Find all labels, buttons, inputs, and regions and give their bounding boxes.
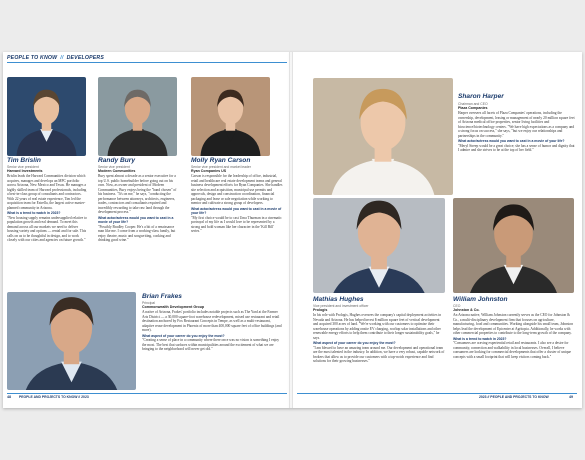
profile-title: Senior vice president bbox=[98, 165, 130, 169]
qa-question: What is a trend to watch in 2023? bbox=[453, 336, 507, 341]
portrait-photo bbox=[313, 198, 445, 293]
profile-company: Harvard Investments bbox=[7, 169, 43, 173]
portrait-photo bbox=[7, 77, 86, 156]
profile-title: Vice president and investment officer bbox=[313, 304, 369, 308]
portrait-photo bbox=[7, 292, 136, 390]
page-number: 49 bbox=[569, 395, 573, 399]
bio-paragraph: In his role with Prologis, Hughes oversees the company's capital deployment activities in Nevada and Arizona. He has helped invest $ million square feet of vertical development and acquired 300 acres of land. "We're working with our customers to optimize their warehouse operations by adding onsite EV charging, rooftop solar installations and other renewable energy efforts to help them contribute to their longer sustainability goals," he says. bbox=[313, 313, 442, 340]
qa-answer: "Creating a sense of place in a community where there once was no vision is something I enjoy the most. The best that surfaces within municipalities around the excitement of what we are bringing to the neighborhood will never get old." bbox=[142, 338, 280, 351]
profile-title: Principal bbox=[142, 301, 156, 305]
profile-bio bbox=[98, 174, 181, 284]
profile-title: Senior vice president and market leader bbox=[191, 165, 251, 169]
qa-question: What actor/actress would you want to cast in a movie of your life? bbox=[458, 139, 565, 143]
footer-text: 2023 // PEOPLE AND PROJECTS TO KNOW bbox=[479, 395, 549, 399]
profile-company: Ryan Companies US bbox=[191, 169, 227, 173]
section-separator: // bbox=[60, 55, 64, 61]
profile-company: Prologis bbox=[313, 308, 328, 312]
footer-text: PEOPLE AND PROJECTS TO KNOW // 2023 bbox=[19, 395, 89, 399]
qa-answer: "I am blessed to have an amazing team around me. Our development and operational team are the most talented in the industry. In addition, we have a very robust, capable network of brokers that allow us to provide our customers with a top-notch experience and find solutions for their growing businesses." bbox=[313, 345, 445, 363]
bio-paragraph: Brislin leads the Harvard Communities division which acquires, manages and develops an MPC portfolio across Arizona, New Mexico and Texas. He manages a highly skilled team of Harvard professionals, including a best-in-class group of consultants and contractors. With 22 years of real estate experience, Tim led the acquisition team for Estrella, the largest active master-planned community in Arizona. bbox=[7, 174, 87, 210]
header-rule bbox=[7, 62, 287, 63]
profile-company: Commonwealth Development Group bbox=[142, 305, 205, 309]
portrait-photo bbox=[191, 77, 270, 156]
portrait-photo bbox=[98, 77, 177, 156]
profile-name: William Johnston bbox=[453, 296, 508, 303]
subsection-label: DEVELOPERS bbox=[66, 55, 105, 61]
profile-bio bbox=[7, 174, 87, 284]
profile-bio bbox=[191, 174, 283, 284]
qa-answer: "Meryl Streep would be a great choice; she has a sense of humor and dignity that I admire and she strives to be at the top of her field." bbox=[458, 143, 575, 152]
bio-paragraph: Bury spent almost a decade as a senior executive for a top U.S. public homebuilder before going out on his own. Now, as owner and president of Modeen Communities, Bury enjoys being the "hand chosen" of his business. "It's on me," he says, "conducting the performance between attorneys, architects, engineers, trades, contractors and consultants required and incredibly rewarding to take raw land through the development process." bbox=[98, 174, 177, 214]
bio-paragraph: An Arizona native, William Johnston currently serves as the CEO for Johnston & Co., a multi-disciplinary development firm that focuses on agriculture, manufacturing, food and communities. Working alongside his small team, Johnston helps lead the development of Epicenter at Agritopia. Additionally, he works with other commercial properties to contribute to the long-term growth of the company. bbox=[453, 313, 574, 335]
profile-bio bbox=[313, 313, 445, 391]
qa-answer: "My first choice would be to cast Uma Thurman in a cinematic portrayal of my life as I would love to be represented by a strong and bold woman like her character in the 'Kill Bill' series." bbox=[191, 215, 282, 233]
profile-title: Senior vice president bbox=[7, 165, 39, 169]
profile-bio bbox=[142, 310, 282, 390]
qa-question: What is a trend to watch in 2023? bbox=[7, 211, 61, 215]
right-page bbox=[291, 52, 582, 408]
profile-name: Brian Frakes bbox=[142, 293, 182, 300]
bio-paragraph: Harper oversees all facets of Plaza Companies' operations, including the ownership, development, leasing or management of nearly 20 million square feet of Arizona medical office properties, senior living facilities and bioscience/biotechnology centers. "We have high expectations as a company and a strong focus on success," she says, "but we enjoy our relationships and partnerships in the community." bbox=[458, 111, 575, 138]
portrait-photo bbox=[313, 78, 453, 195]
profile-title: Chairman and CEO bbox=[458, 102, 488, 106]
profile-title: CEO bbox=[453, 304, 461, 308]
qa-question: What aspect of your career do you enjoy the most? bbox=[313, 341, 396, 345]
profile-company: Plaza Companies bbox=[458, 106, 488, 110]
profile-company: Modeen Communities bbox=[98, 169, 136, 173]
profile-name: Molly Ryan Carson bbox=[191, 157, 251, 164]
profile-name: Tim Brislin bbox=[7, 157, 41, 164]
qa-question: What aspect of your career do you enjoy the most? bbox=[142, 333, 225, 338]
qa-answer: "Consumers are craving experiential retail and restaurants. I also see a desire for community, connection and walkability in local businesses. Overall, I believe consumers are looking for commercial developments that offer a cluster of unique concepts with a small footprint that will keep visitors coming back." bbox=[453, 341, 571, 359]
profile-bio bbox=[453, 313, 575, 391]
profile-company: Johnston & Co. bbox=[453, 308, 480, 312]
profile-name: Randy Bury bbox=[98, 157, 136, 164]
left-page bbox=[3, 52, 291, 408]
qa-answer: "New housing supply remains undersupplied relative to population growth and real demand. To meet this demand across all our markets we need to deliver housing variety and options — rental and for sale. This calls on us to be thoughtful in design, and to work closely with our cities and agencies on future growth." bbox=[7, 215, 87, 242]
section-label: PEOPLE TO KNOW bbox=[7, 55, 58, 61]
footer-rule bbox=[7, 393, 287, 394]
spine-gutter bbox=[289, 52, 293, 408]
portrait-photo bbox=[453, 198, 574, 293]
profile-name: Mathias Hughes bbox=[313, 296, 364, 303]
profile-name: Sharon Harper bbox=[458, 93, 504, 100]
page-number: 48 bbox=[7, 395, 11, 399]
qa-answer: "Possibly Bradley Cooper. He's a bit of a renaissance man like me. I come from a working-class family, but enjoy theatre, music and songwriting, cooking and drinking good wine." bbox=[98, 224, 176, 242]
bio-paragraph: A native of Arizona, Frakes' portfolio includes notable projects such as The Yard at the Farmer Arts District — a 30,000 square-foot warehouse redevelopment, mixed use restaurant and retail destination anchored by Fox Restaurant Concepts in Tempe, as well as a multi-restaurant, adaptive reuse development in Phoenix of more than 400,000 square feet of office buildings (and more). bbox=[142, 310, 282, 332]
footer-rule bbox=[297, 393, 577, 394]
qa-question: What actor/actress would you want to cast in a movie of your life? bbox=[191, 206, 282, 215]
bio-paragraph: Carson is responsible for the leadership of office, industrial, retail and healthcare real estate development teams and general business development efforts for Ryan Companies. She handles site selection and acquisition, municipal use permits and approvals, design and construction coordination, financial packaging and lease or sale negotiation while working to mentor and cultivate a strong group of developers. bbox=[191, 174, 283, 205]
profile-bio bbox=[458, 111, 576, 197]
qa-question: What actor/actress would you want to cast in a movie of your life? bbox=[98, 215, 174, 224]
